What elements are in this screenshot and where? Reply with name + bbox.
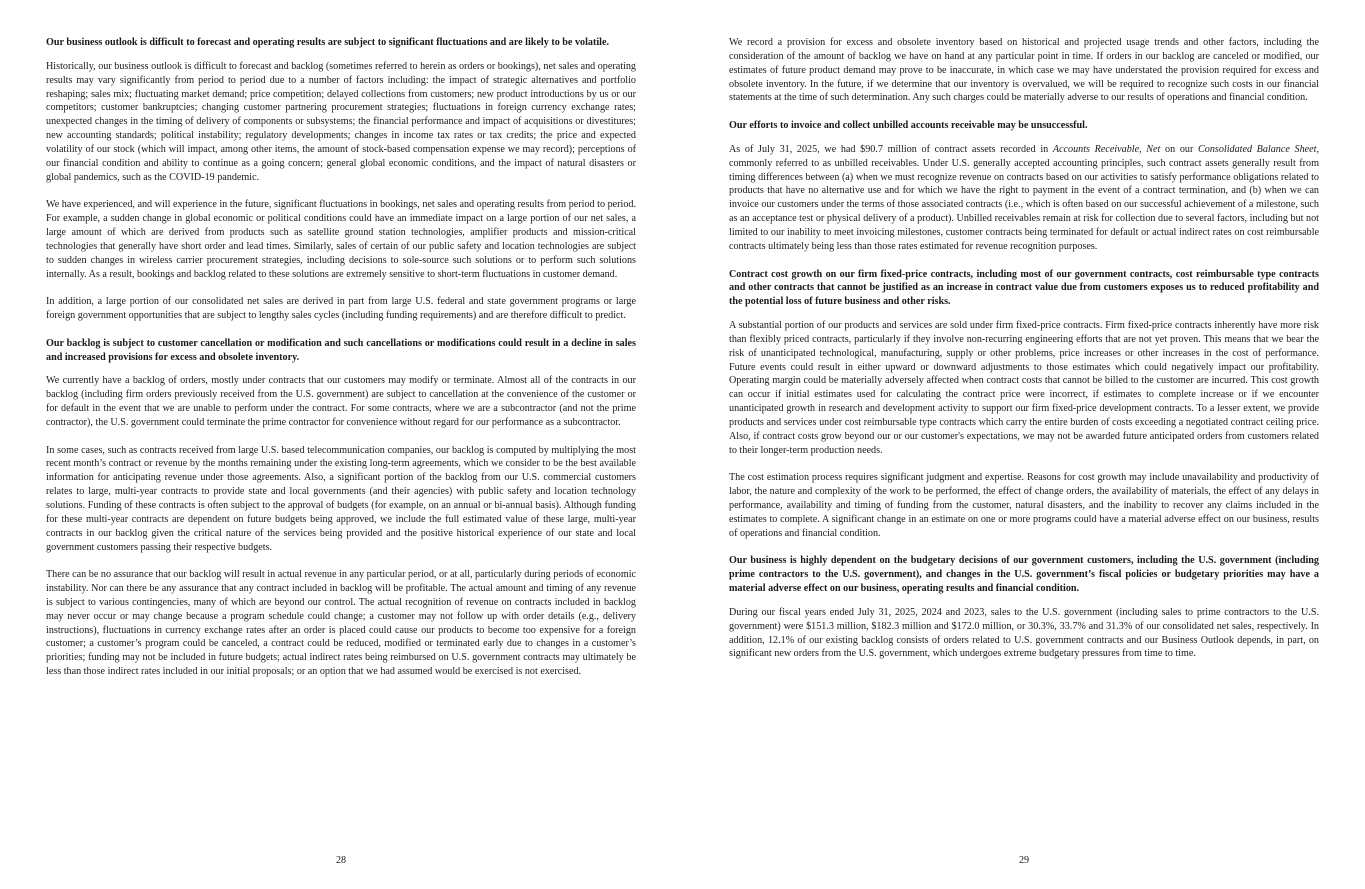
section-heading: Our efforts to invoice and collect unbilled accounts receivable may be unsuccessful. — [729, 120, 1088, 132]
page-number: 28 — [335, 855, 347, 866]
body-paragraph: Historically, our business outlook is difficult to forecast and backlog (sometimes referred to herein as orders or bookings), net sales and operating results may vary significantly from period to period due to a number of factors including: the impact of strategic alternatives and portfolio reshaping; sales mix; fluctuating market demand; price competition; delayed collections from customers; new product introductions by us or our competitors; customer bankruptcies; changing customer partnering procurement strategies; fluctuations in foreign currency exchange rates; unexpected changes in the timing of delivery of components or subsystems; the financial performance and impact of acquisitions or divestitures; new accounting standards; political instability; regulatory developments; changes in income tax rates or tax credits; the price and expected volatility of our stock (which will impact, among other items, the amount of stock-based compensation expense we may record); perceptions of our financial condition and ability to continue as a going concern; general global economic conditions, and the impact of natural disasters or global pandemics, such as the COVID-19 pandemic. — [46, 60, 636, 183]
text-span: As of July 31, 2025, we had $90.7 million of contract assets recorded in — [729, 143, 1053, 155]
body-paragraph: The cost estimation process requires significant judgment and expertise. Reasons for cost growth may include unavailability and productivity of labor, the nature and complexity of the work to be performed, the effect of change orders, the availability of materials, the effect of any delays in performance, availability and timing of funding from the customer, natural disasters, and the inability to recover any claims included in the estimates to complete. A significant change in an estimate on one or more programs could have a material adverse effect on our business, results of operations and financial condition. — [729, 472, 1319, 539]
body-paragraph: We record a provision for excess and obsolete inventory based on historical and projected usage trends and other factors, including the consideration of the amount of backlog we have on hand at any particular point in time. If orders in our backlog are canceled or modified, our estimates of future product demand may prove to be inaccurate, in which case we may have understated the provision required for excess and obsolete inventory. In the future, if we determine that our inventory is overvalued, we will be required to recognize such costs in our financial statements at the time of such determination. Any such charges could be materially adverse to our results of operations and financial condition. — [729, 37, 1319, 104]
body-paragraph: We have experienced, and will experience in the future, significant fluctuations in bookings, net sales and operating results from period to period. For example, a sudden change in global economic or political conditions could have an immediate impact on a large portion of our net sales, a large amount of which are derived from products such as satellite ground station technologies, amplifier products and mission-critical technologies that generally have short order and lead times. Similarly, sales of certain of our public safety and location technologies are subject to sudden changes in wireless carrier procurement strategies, including decisions to sole-source such solutions or to perform such solutions internally. As a result, bookings and backlog related to these solutions are extremely sensitive to short-term fluctuations in customer demand. — [46, 199, 636, 280]
body-paragraph: During our fiscal years ended July 31, 2025, 2024 and 2023, sales to the U.S. government (including sales to prime contractors to the U.S. government) were $151.3 million, $182.3 million and $172.0 million, or 30.3%, 33.7% and 31.3% of our consolidated net sales, respectively. In addition, 12.1% of our existing backlog consists of orders related to U.S. government contracts and our Business Outlook depends, in part, on significant new orders from the U.S. government, which undergoes extreme budgetary pressures from time to time. — [729, 606, 1319, 660]
text-span: , commonly referred to as unbilled receivables. Under U.S. generally accepted accounting principles, such contract assets generally result from timing differences between (a) when we must recognize revenue on contracts based on our activities to satisfy performance obligations related to products that have no alternative use and for which we have the right to payment in the event of a contract termination, and (b) when we can invoice our customers under the terms of those associated contracts (i.e., which is often based on our successful achievement of a milestone, such as an acceptance test or physical delivery of a product). Unbilled receivables remain at risk for collection due to several factors, including but not limited to our inability to meet invoicing milestones, customer contracts being terminated for default or actual indirect rates on cost reimbursable contracts ultimately being less than those rates estimated for revenue recognition purposes. — [729, 143, 1319, 252]
body-paragraph: In some cases, such as contracts received from large U.S. based telecommunication companies, our backlog is computed by multiplying the most recent month’s contract or revenue by the months remaining under the existing long-term agreements, which we consider to be the best available information for anticipating revenue under those agreements. Also, a significant portion of the backlog from our U.S. commercial customers relates to large, multi-year contracts to provide state and local governments (and their agencies) with public safety and location technology solutions. Funding of these contracts is often subject to the approval of budgets (for example, on an annual or bi-annual basis). Although funding for these multi-year contracts are dependent on future budgets being approved, we include the full estimated value of these large, multi-year contracts in our backlog given the critical nature of the services being provided and the positive historical experience of our state and local government customers passing their respective budgets. — [46, 444, 636, 553]
body-paragraph: We currently have a backlog of orders, mostly under contracts that our customers may modify or terminate. Almost all of the contracts in our backlog (including firm orders previously received from the U.S. government) are subject to cancellation at the convenience of the customer or for default in the event that we are unable to perform under the contract. For some contracts, where we are a subcontractor (and not the prime contractor), the U.S. government could terminate the prime contractor for convenience without regard for our performance as a subcontractor. — [46, 375, 636, 428]
text-span: on our — [1160, 143, 1198, 155]
body-paragraph — [729, 143, 1319, 254]
section-heading: Our business outlook is difficult to forecast and operating results are subject to significant fluctuations and are likely to be volatile. — [46, 37, 609, 48]
section-heading: Our backlog is subject to customer cancellation or modification and such cancellations or modifications could result in a decline in sales and increased provisions for excess and obsolete inventory. — [46, 337, 636, 363]
body-paragraph: In addition, a large portion of our consolidated net sales are derived in part from large U.S. federal and state government programs or large foreign government opportunities that are subject to lengthy sales cycles (including funding requirements) and are therefore difficult to predict. — [46, 296, 636, 322]
right-page — [729, 36, 1319, 675]
page-number: 29 — [1018, 855, 1030, 866]
section-heading: Contract cost growth on our firm fixed-price contracts, including most of our government contracts, cost reimbursable type contracts and other contracts that cannot be justified as an increase in contract value due from customers exposes us to reduced profitability and the potential loss of future business and other risks. — [729, 268, 1319, 308]
body-paragraph: There can be no assurance that our backlog will result in actual revenue in any particular period, or at all, particularly during periods of economic instability. Nor can there be any assurance that any contract included in backlog will be profitable. The actual amount and timing of any revenue is subject to various contingencies, many of which are beyond our control. The actual recognition of revenue on contracts included in backlog may never occur or may change because a program schedule could change; a customer may not follow up with order details (e.g., delivery instructions), fluctuations in currency exchange rates after an order is placed could cause our products to become too expensive for a foreign customer; a customer’s program could be canceled, a contract could be reduced, modified or terminated early due to changes in a customer’s priorities; funding may not be included in future budgets; actual indirect rates being reimbursed on U.S. government contracts may ultimately be less than those indirect rates included in our initial proposals; or an option that we had assumed would be exercised is not exercised. — [46, 569, 636, 678]
left-page — [46, 36, 636, 693]
italic-term: Accounts Receivable, Net — [1052, 143, 1161, 155]
italic-term: Consolidated Balance Sheet — [1198, 143, 1317, 155]
body-paragraph: A substantial portion of our products and services are sold under firm fixed-price contracts. Firm fixed-price contracts inherently have more risk than flexibly priced contracts, particularly if they involve non-recurring engineering efforts that are not yet proven. This means that we bear the risk of unanticipated technological, manufacturing, supply or other problems, price increases or other increases in the cost of performance. Future events could result in either upward or downward adjustments to those estimates which could negatively impact our profitability. Operating margin could be materially adversely affected when contract costs that cannot be billed to the customer are incurred. This cost growth can occur if initial estimates used for calculating the contract price were incorrect, if estimates to complete increase or if we encounter unanticipated growth in research and development activity to support our firm fixed-price development contracts. To a lesser extent, we provide products and services under cost reimbursable type contracts which carry the entire burden of costs exceeding a negotiated contract ceiling price. Also, if contract costs grow beyond our or our customer's expectations, we may not be awarded future anticipated orders from customers related to their longer-term production needs. — [729, 320, 1319, 456]
section-heading: Our business is highly dependent on the budgetary decisions of our government customers, including the U.S. government (including prime contractors to the U.S. government), and changes in the U.S. government’s fiscal policies or budgetary priorities may have a material adverse effect on our business, operating results and financial condition. — [729, 555, 1319, 595]
